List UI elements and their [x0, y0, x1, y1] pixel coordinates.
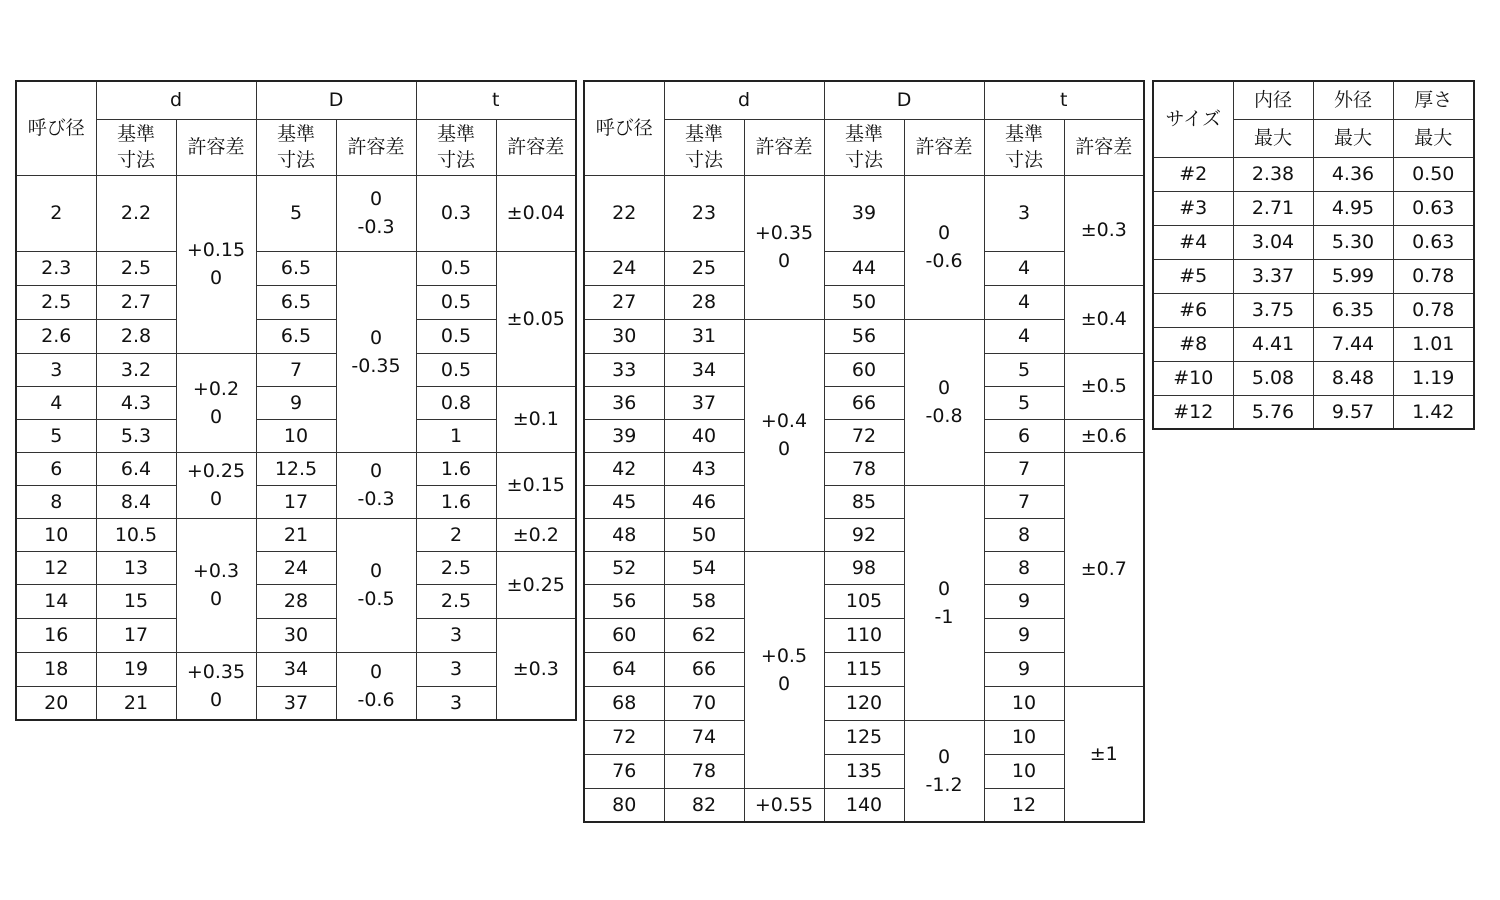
table-row	[584, 754, 1144, 788]
header-t-basic: 基準 寸法	[984, 119, 1064, 175]
size-cell: #8	[1153, 327, 1233, 361]
header-t: t	[416, 81, 576, 119]
header-t-tolerance: 許容差	[496, 119, 576, 175]
t-basic-cell: 0.3	[416, 175, 496, 251]
outer-cell: 4.95	[1313, 191, 1393, 225]
header-thickness: 厚さ	[1393, 81, 1474, 119]
t-basic-cell: 12	[984, 788, 1064, 822]
table-row	[584, 386, 1144, 419]
D-basic-cell: 50	[824, 285, 904, 319]
table-row	[1153, 327, 1474, 361]
d-tolerance-cell: +0.35 0	[176, 652, 256, 720]
t-tolerance-cell: ±0.7	[1064, 452, 1144, 686]
t-basic-cell: 1	[416, 419, 496, 452]
header-D-tolerance: 許容差	[904, 119, 984, 175]
d-basic-cell: 25	[664, 251, 744, 285]
table-row	[1153, 395, 1474, 429]
d-basic-cell: 58	[664, 584, 744, 618]
nominal-cell: 5	[16, 419, 96, 452]
inner-cell: 5.08	[1233, 361, 1313, 395]
table-row	[16, 251, 576, 285]
d-basic-cell: 17	[96, 618, 176, 652]
d-basic-cell: 46	[664, 485, 744, 518]
t-tolerance-cell: ±0.15	[496, 452, 576, 518]
D-basic-cell: 6.5	[256, 285, 336, 319]
D-basic-cell: 39	[824, 175, 904, 251]
header-row	[584, 81, 1144, 119]
header-D: D	[824, 81, 984, 119]
D-basic-cell: 60	[824, 353, 904, 386]
table-row	[584, 720, 1144, 754]
header-D-basic: 基準 寸法	[824, 119, 904, 175]
nominal-cell: 2.6	[16, 319, 96, 353]
t-basic-cell: 0.5	[416, 285, 496, 319]
header-d: d	[96, 81, 256, 119]
table-row	[16, 551, 576, 584]
d-basic-cell: 43	[664, 452, 744, 485]
t-basic-cell: 9	[984, 584, 1064, 618]
t-basic-cell: 10	[984, 754, 1064, 788]
table-row	[16, 618, 576, 652]
nominal-cell: 18	[16, 652, 96, 686]
D-basic-cell: 34	[256, 652, 336, 686]
t-tolerance-cell: ±0.3	[496, 618, 576, 720]
t-basic-cell: 1.6	[416, 452, 496, 485]
table-row	[584, 353, 1144, 386]
d-basic-cell: 13	[96, 551, 176, 584]
t-basic-cell: 0.5	[416, 353, 496, 386]
table-row	[584, 584, 1144, 618]
t-basic-cell: 0.5	[416, 251, 496, 285]
table-row	[584, 319, 1144, 353]
d-basic-cell: 21	[96, 686, 176, 720]
t-basic-cell: 3	[416, 686, 496, 720]
table-row	[584, 788, 1144, 822]
d-basic-cell: 2.7	[96, 285, 176, 319]
d-basic-cell: 54	[664, 551, 744, 584]
nominal-cell: 30	[584, 319, 664, 353]
thickness-cell: 0.63	[1393, 225, 1474, 259]
header-t-basic: 基準 寸法	[416, 119, 496, 175]
header-inner-max: 最大	[1233, 119, 1313, 157]
table-row	[584, 652, 1144, 686]
table-row	[16, 652, 576, 686]
D-basic-cell: 28	[256, 584, 336, 618]
t-basic-cell: 4	[984, 285, 1064, 319]
D-basic-cell: 140	[824, 788, 904, 822]
table-row	[584, 618, 1144, 652]
t-basic-cell: 8	[984, 551, 1064, 584]
inner-cell: 3.37	[1233, 259, 1313, 293]
table-row	[1153, 157, 1474, 191]
t-basic-cell: 4	[984, 251, 1064, 285]
D-basic-cell: 85	[824, 485, 904, 518]
t-basic-cell: 1.6	[416, 485, 496, 518]
d-basic-cell: 4.3	[96, 386, 176, 419]
t-basic-cell: 5	[984, 353, 1064, 386]
d-basic-cell: 78	[664, 754, 744, 788]
d-basic-cell: 74	[664, 720, 744, 754]
table-row	[16, 452, 576, 485]
outer-cell: 5.99	[1313, 259, 1393, 293]
table-row	[584, 452, 1144, 485]
table-row	[584, 686, 1144, 720]
d-basic-cell: 23	[664, 175, 744, 251]
table-row	[16, 319, 576, 353]
nominal-cell: 10	[16, 518, 96, 551]
d-basic-cell: 31	[664, 319, 744, 353]
table-row	[16, 386, 576, 419]
header-thick-max: 最大	[1393, 119, 1474, 157]
t-basic-cell: 9	[984, 652, 1064, 686]
d-tolerance-cell: +0.3 0	[176, 518, 256, 652]
table-row	[584, 485, 1144, 518]
outer-cell: 5.30	[1313, 225, 1393, 259]
t-basic-cell: 3	[416, 652, 496, 686]
header-nominal: 呼び径	[16, 81, 96, 175]
nominal-cell: 48	[584, 518, 664, 551]
nominal-cell: 3	[16, 353, 96, 386]
t-basic-cell: 3	[416, 618, 496, 652]
nominal-cell: 2	[16, 175, 96, 251]
t-tolerance-cell: ±0.4	[1064, 285, 1144, 353]
D-basic-cell: 56	[824, 319, 904, 353]
t-basic-cell: 8	[984, 518, 1064, 551]
subheader-row	[584, 119, 1144, 175]
size-cell: #5	[1153, 259, 1233, 293]
header-outer-diameter: 外径	[1313, 81, 1393, 119]
washer-dimension-table-2	[583, 80, 1145, 823]
size-cell: #6	[1153, 293, 1233, 327]
header-d-basic: 基準 寸法	[664, 119, 744, 175]
d-tolerance-cell: +0.25 0	[176, 452, 256, 518]
table-row	[1153, 225, 1474, 259]
size-cell: #12	[1153, 395, 1233, 429]
d-tolerance-cell: +0.4 0	[744, 319, 824, 551]
t-tolerance-cell: ±0.05	[496, 251, 576, 386]
header-inner-diameter: 内径	[1233, 81, 1313, 119]
d-basic-cell: 2.2	[96, 175, 176, 251]
inner-cell: 5.76	[1233, 395, 1313, 429]
d-basic-cell: 28	[664, 285, 744, 319]
D-basic-cell: 5	[256, 175, 336, 251]
size-cell: #10	[1153, 361, 1233, 395]
D-tolerance-cell: 0 -1.2	[904, 720, 984, 822]
d-basic-cell: 5.3	[96, 419, 176, 452]
nominal-cell: 6	[16, 452, 96, 485]
nominal-cell: 16	[16, 618, 96, 652]
nominal-cell: 56	[584, 584, 664, 618]
D-basic-cell: 125	[824, 720, 904, 754]
t-tolerance-cell: ±0.3	[1064, 175, 1144, 285]
nominal-cell: 60	[584, 618, 664, 652]
header-nominal: 呼び径	[584, 81, 664, 175]
table-row	[16, 419, 576, 452]
D-tolerance-cell: 0 -0.6	[904, 175, 984, 319]
t-tolerance-cell: ±0.04	[496, 175, 576, 251]
D-tolerance-cell: 0 -0.35	[336, 251, 416, 452]
header-d: d	[664, 81, 824, 119]
t-basic-cell: 7	[984, 485, 1064, 518]
table-row	[16, 686, 576, 720]
header-size: サイズ	[1153, 81, 1233, 157]
nominal-cell: 33	[584, 353, 664, 386]
nominal-cell: 72	[584, 720, 664, 754]
d-basic-cell: 37	[664, 386, 744, 419]
table-row	[1153, 361, 1474, 395]
t-tolerance-cell: ±0.2	[496, 518, 576, 551]
table-row	[584, 518, 1144, 551]
nominal-cell: 20	[16, 686, 96, 720]
D-basic-cell: 120	[824, 686, 904, 720]
d-basic-cell: 34	[664, 353, 744, 386]
nominal-cell: 12	[16, 551, 96, 584]
d-basic-cell: 19	[96, 652, 176, 686]
inner-cell: 3.75	[1233, 293, 1313, 327]
D-basic-cell: 24	[256, 551, 336, 584]
t-basic-cell: 4	[984, 319, 1064, 353]
thickness-cell: 0.63	[1393, 191, 1474, 225]
table-row	[16, 175, 576, 251]
D-basic-cell: 72	[824, 419, 904, 452]
D-basic-cell: 115	[824, 652, 904, 686]
D-tolerance-cell: 0 -1	[904, 485, 984, 720]
table-row	[584, 551, 1144, 584]
thickness-cell: 0.50	[1393, 157, 1474, 191]
inch-size-table	[1152, 80, 1475, 430]
D-basic-cell: 92	[824, 518, 904, 551]
t-tolerance-cell: ±0.5	[1064, 353, 1144, 419]
size-cell: #2	[1153, 157, 1233, 191]
nominal-cell: 80	[584, 788, 664, 822]
d-basic-cell: 2.5	[96, 251, 176, 285]
header-outer-max: 最大	[1313, 119, 1393, 157]
D-tolerance-cell: 0 -0.6	[336, 652, 416, 720]
D-tolerance-cell: 0 -0.3	[336, 452, 416, 518]
d-basic-cell: 66	[664, 652, 744, 686]
table-row	[16, 285, 576, 319]
d-basic-cell: 3.2	[96, 353, 176, 386]
table-row	[1153, 259, 1474, 293]
t-tolerance-cell: ±1	[1064, 686, 1144, 822]
table-row	[584, 285, 1144, 319]
header-row	[1153, 81, 1474, 119]
t-basic-cell: 5	[984, 386, 1064, 419]
D-tolerance-cell: 0 -0.8	[904, 319, 984, 485]
table-row	[584, 175, 1144, 251]
thickness-cell: 0.78	[1393, 259, 1474, 293]
t-basic-cell: 2.5	[416, 551, 496, 584]
table-row	[584, 419, 1144, 452]
nominal-cell: 22	[584, 175, 664, 251]
header-D: D	[256, 81, 416, 119]
d-basic-cell: 40	[664, 419, 744, 452]
D-basic-cell: 135	[824, 754, 904, 788]
thickness-cell: 1.19	[1393, 361, 1474, 395]
table-row	[16, 353, 576, 386]
nominal-cell: 2.5	[16, 285, 96, 319]
d-basic-cell: 50	[664, 518, 744, 551]
d-basic-cell: 8.4	[96, 485, 176, 518]
outer-cell: 8.48	[1313, 361, 1393, 395]
d-tolerance-cell: +0.15 0	[176, 175, 256, 353]
nominal-cell: 39	[584, 419, 664, 452]
d-basic-cell: 15	[96, 584, 176, 618]
header-t-tolerance: 許容差	[1064, 119, 1144, 175]
t-basic-cell: 10	[984, 720, 1064, 754]
D-basic-cell: 21	[256, 518, 336, 551]
table-row	[16, 518, 576, 551]
t-basic-cell: 3	[984, 175, 1064, 251]
D-tolerance-cell: 0 -0.5	[336, 518, 416, 652]
washer-dimension-table-1	[15, 80, 577, 721]
nominal-cell: 42	[584, 452, 664, 485]
header-d-tolerance: 許容差	[744, 119, 824, 175]
table-row	[16, 584, 576, 618]
header-D-tolerance: 許容差	[336, 119, 416, 175]
t-basic-cell: 6	[984, 419, 1064, 452]
header-row	[16, 81, 576, 119]
nominal-cell: 14	[16, 584, 96, 618]
t-tolerance-cell: ±0.1	[496, 386, 576, 452]
header-d-basic: 基準 寸法	[96, 119, 176, 175]
inner-cell: 2.71	[1233, 191, 1313, 225]
t-basic-cell: 9	[984, 618, 1064, 652]
d-basic-cell: 2.8	[96, 319, 176, 353]
inner-cell: 3.04	[1233, 225, 1313, 259]
d-basic-cell: 10.5	[96, 518, 176, 551]
t-basic-cell: 7	[984, 452, 1064, 485]
D-basic-cell: 6.5	[256, 319, 336, 353]
t-tolerance-cell: ±0.25	[496, 551, 576, 618]
outer-cell: 6.35	[1313, 293, 1393, 327]
nominal-cell: 4	[16, 386, 96, 419]
nominal-cell: 24	[584, 251, 664, 285]
nominal-cell: 76	[584, 754, 664, 788]
nominal-cell: 2.3	[16, 251, 96, 285]
size-cell: #4	[1153, 225, 1233, 259]
D-basic-cell: 37	[256, 686, 336, 720]
t-basic-cell: 0.8	[416, 386, 496, 419]
thickness-cell: 1.01	[1393, 327, 1474, 361]
outer-cell: 7.44	[1313, 327, 1393, 361]
t-basic-cell: 0.5	[416, 319, 496, 353]
D-basic-cell: 78	[824, 452, 904, 485]
d-basic-cell: 62	[664, 618, 744, 652]
nominal-cell: 68	[584, 686, 664, 720]
D-tolerance-cell: 0 -0.3	[336, 175, 416, 251]
nominal-cell: 36	[584, 386, 664, 419]
header-D-basic: 基準 寸法	[256, 119, 336, 175]
size-cell: #3	[1153, 191, 1233, 225]
D-basic-cell: 17	[256, 485, 336, 518]
D-basic-cell: 110	[824, 618, 904, 652]
D-basic-cell: 105	[824, 584, 904, 618]
thickness-cell: 1.42	[1393, 395, 1474, 429]
D-basic-cell: 10	[256, 419, 336, 452]
nominal-cell: 64	[584, 652, 664, 686]
table-row	[1153, 191, 1474, 225]
table-row	[16, 485, 576, 518]
outer-cell: 4.36	[1313, 157, 1393, 191]
D-basic-cell: 7	[256, 353, 336, 386]
nominal-cell: 8	[16, 485, 96, 518]
thickness-cell: 0.78	[1393, 293, 1474, 327]
D-basic-cell: 9	[256, 386, 336, 419]
nominal-cell: 27	[584, 285, 664, 319]
d-basic-cell: 70	[664, 686, 744, 720]
t-basic-cell: 2.5	[416, 584, 496, 618]
D-basic-cell: 66	[824, 386, 904, 419]
inner-cell: 2.38	[1233, 157, 1313, 191]
table-row	[584, 251, 1144, 285]
D-basic-cell: 12.5	[256, 452, 336, 485]
header-d-tolerance: 許容差	[176, 119, 256, 175]
header-t: t	[984, 81, 1144, 119]
nominal-cell: 52	[584, 551, 664, 584]
d-tolerance-cell: +0.2 0	[176, 353, 256, 452]
d-tolerance-cell: +0.55	[744, 788, 824, 822]
outer-cell: 9.57	[1313, 395, 1393, 429]
D-basic-cell: 30	[256, 618, 336, 652]
D-basic-cell: 6.5	[256, 251, 336, 285]
t-basic-cell: 2	[416, 518, 496, 551]
d-basic-cell: 6.4	[96, 452, 176, 485]
inner-cell: 4.41	[1233, 327, 1313, 361]
d-basic-cell: 82	[664, 788, 744, 822]
d-tolerance-cell: +0.5 0	[744, 551, 824, 788]
t-tolerance-cell: ±0.6	[1064, 419, 1144, 452]
nominal-cell: 45	[584, 485, 664, 518]
d-tolerance-cell: +0.35 0	[744, 175, 824, 319]
subheader-row	[16, 119, 576, 175]
t-basic-cell: 10	[984, 686, 1064, 720]
D-basic-cell: 44	[824, 251, 904, 285]
table-row	[1153, 293, 1474, 327]
D-basic-cell: 98	[824, 551, 904, 584]
